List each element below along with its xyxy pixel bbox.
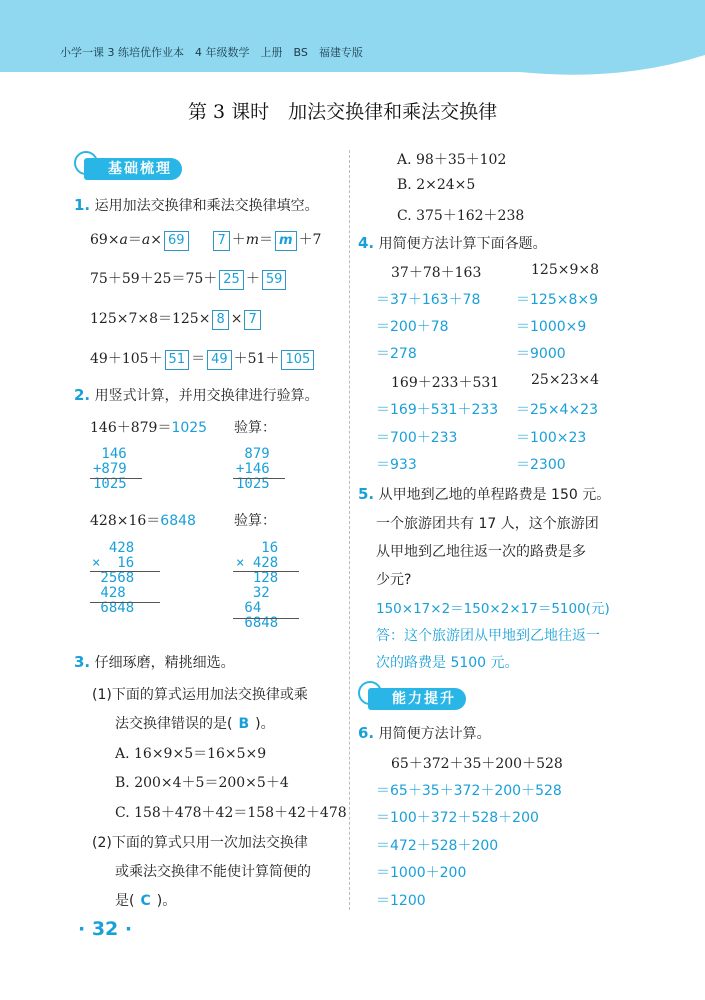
q4b-expr: 125×9×8 <box>531 262 599 278</box>
q1-line4 <box>90 348 316 370</box>
calc-row: 1025 <box>93 476 127 492</box>
q6-step: ＝65＋35＋372＋200＋528 <box>376 783 562 799</box>
option-c: C. 375＋162＋238 <box>397 208 525 224</box>
answer-box: 7 <box>213 231 229 251</box>
q4d-expr: 25×23×4 <box>531 372 599 388</box>
section-badge-advanced: 能力提升 <box>368 688 466 710</box>
calc-row: 428 <box>92 585 126 601</box>
q1-line3 <box>90 308 263 330</box>
q6-text: 用简便方法计算。 <box>378 726 491 742</box>
section-badge-basic: 基础梳理 <box>84 158 182 180</box>
q1-l1i: ＋7 <box>298 232 322 248</box>
q3-text: 仔细琢磨，精挑细选。 <box>94 655 235 671</box>
q1-number: 1. <box>74 196 91 214</box>
q1-l3b: × <box>230 311 243 327</box>
calc-row: 2568 <box>92 570 135 586</box>
q1-text: 运用加法交换律和乘法交换律填空。 <box>94 198 319 214</box>
q1-l1g: m <box>245 232 260 248</box>
calc-row: +879 <box>93 461 127 477</box>
answer-box: 69 <box>164 231 189 251</box>
calc-row: 16 <box>236 540 279 556</box>
q3-p2a: (2)下面的算式只用一次加法交换律 <box>92 835 308 851</box>
check-label: 验算： <box>234 420 276 436</box>
q3-p1-answer: B <box>238 716 250 732</box>
q2-text: 用竖式计算，并用交换律进行验算。 <box>94 388 319 404</box>
calc-row: 879 <box>236 446 270 462</box>
q4c-expr: 169＋233＋531 <box>391 375 500 391</box>
q4a-step: ＝200＋78 <box>376 319 449 335</box>
q3-p2b: 或乘法交换律不能使计算简便的 <box>115 864 311 880</box>
page-title: 第 3 课时 加法交换律和乘法交换律 <box>188 101 498 123</box>
option-a: A. 16×9×5＝16×5×9 <box>115 746 267 762</box>
calc-line <box>90 602 160 603</box>
calc-row: × 16 <box>92 555 135 571</box>
q1-l3a: 125×7×8＝125× <box>90 311 211 327</box>
page-number: · 32 · <box>78 918 133 940</box>
q3-p2d: )。 <box>156 893 177 909</box>
q2-eq1 <box>90 417 207 437</box>
answer-box: 8 <box>212 310 228 330</box>
q1-l1f: ＋ <box>231 232 246 248</box>
q3-p2c: 是( <box>115 893 135 909</box>
calc-row: 6848 <box>92 600 135 616</box>
calc-row: 32 <box>236 585 270 601</box>
q5-answer-text-2: 次的路费是 5100 元。 <box>376 655 519 671</box>
q2-ans2: 6848 <box>160 513 196 529</box>
answer-box: 25 <box>219 270 244 290</box>
q5-number: 5. <box>358 485 375 503</box>
q5-line1-wrap <box>358 484 610 504</box>
q4-number: 4. <box>358 234 375 252</box>
column-divider <box>349 150 350 910</box>
q6-step: ＝1200 <box>376 893 426 909</box>
calc-line <box>233 571 299 572</box>
q3-p1a: (1)下面的算式运用加法交换律或乘 <box>92 687 308 703</box>
q1-l1b: a <box>119 232 128 248</box>
q5-line1: 从甲地到乙地的单程路费是 150 元。 <box>378 487 611 503</box>
q1-l4c: ＋51＋ <box>233 351 280 367</box>
check-calc-1 <box>236 447 270 492</box>
q2-number: 2. <box>74 386 91 404</box>
option-b: B. 200×4＋5＝200×5＋4 <box>115 775 289 791</box>
calc-line <box>233 618 299 619</box>
q5-line4: 少元? <box>376 572 412 588</box>
q4c-step: ＝700＋233 <box>376 430 458 446</box>
q1-l2a: 75＋59＋25＝75＋ <box>90 271 218 287</box>
q1-line2 <box>90 268 288 290</box>
q5-line3: 从甲地到乙地往返一次的路费是多 <box>376 544 586 560</box>
calc-row: 146 <box>93 446 127 462</box>
q1-l1e: × <box>150 232 162 248</box>
answer-box: m <box>275 231 297 251</box>
q3-prompt <box>74 652 235 672</box>
q1-l2b: ＋ <box>245 271 260 287</box>
calc-row: 64 <box>236 600 262 616</box>
q4d-step: ＝25×4×23 <box>516 402 598 418</box>
header-banner <box>0 0 705 80</box>
calc-row: +146 <box>236 461 270 477</box>
q6-step: ＝1000＋200 <box>376 865 467 881</box>
q6-step: ＝472＋528＋200 <box>376 838 499 854</box>
answer-box: 49 <box>207 350 232 370</box>
q2-prompt <box>74 385 319 405</box>
q1-prompt <box>74 195 319 215</box>
calc-line <box>233 478 285 479</box>
q1-l1a: 69× <box>90 232 120 248</box>
q3-p1c: )。 <box>255 716 275 732</box>
q4c-step: ＝933 <box>376 457 417 473</box>
series-info: 小学一课 3 练培优作业本 4 年级数学 上册 BS 福建专版 <box>60 46 363 59</box>
q4b-step: ＝9000 <box>516 346 566 362</box>
q4a-step: ＝37＋163＋78 <box>376 292 481 308</box>
q6-prompt <box>358 723 491 743</box>
vertical-calc-2 <box>92 541 134 616</box>
q1-l1h: ＝ <box>259 232 274 248</box>
q1-l4b: ＝ <box>191 351 206 367</box>
vertical-calc-1 <box>93 447 127 492</box>
option-c: C. 158＋478＋42＝158＋42＋478 <box>115 805 347 821</box>
q4-text: 用简便方法计算下面各题。 <box>378 236 547 252</box>
option-a: A. 98＋35＋102 <box>397 152 507 168</box>
answer-box: 59 <box>262 270 287 290</box>
calc-row: × 428 <box>236 555 279 571</box>
q1-l1d: a <box>141 232 151 248</box>
answer-box: 105 <box>281 350 314 370</box>
q3-p2-answer: C <box>140 893 151 909</box>
q3-p1b-line <box>115 713 275 733</box>
q3-number: 3. <box>74 653 91 671</box>
q6-expr: 65＋372＋35＋200＋528 <box>391 756 563 772</box>
q4a-expr: 37＋78＋163 <box>391 265 482 281</box>
q5-answer-text: 答：这个旅游团从甲地到乙地往返一 <box>376 628 600 644</box>
q4a-step: ＝278 <box>376 346 417 362</box>
q6-number: 6. <box>358 724 375 742</box>
q5-answer-calc: 150×17×2＝150×2×17＝5100(元) <box>376 601 610 617</box>
q4b-step: ＝1000×9 <box>516 319 587 335</box>
option-b: B. 2×24×5 <box>397 177 476 193</box>
calc-row: 6848 <box>236 615 279 631</box>
q3-p2c-line <box>115 890 176 910</box>
answer-box: 7 <box>244 310 260 330</box>
check-label: 验算： <box>234 513 276 529</box>
calc-line <box>90 478 142 479</box>
calc-line <box>90 571 160 572</box>
q4c-step: ＝169＋531＋233 <box>376 402 499 418</box>
q1-l4a: 49＋105＋ <box>90 351 163 367</box>
q4d-step: ＝2300 <box>516 457 566 473</box>
q2-eq1-text: 146＋879＝ <box>90 420 172 436</box>
q5-line2: 一个旅游团共有 17 人，这个旅游团 <box>376 516 599 532</box>
q4-prompt <box>358 233 547 253</box>
q4b-step: ＝125×8×9 <box>516 292 598 308</box>
calc-row: 428 <box>92 540 135 556</box>
q3-p1b: 法交换律错误的是( <box>115 716 233 732</box>
q1-line1 <box>90 229 321 251</box>
q6-step: ＝100＋372＋528＋200 <box>376 810 539 826</box>
q2-ans1: 1025 <box>171 420 208 436</box>
calc-row: 1025 <box>236 476 270 492</box>
calc-row: 128 <box>236 570 279 586</box>
q2-eq2-text: 428×16＝ <box>90 513 161 529</box>
answer-box: 51 <box>165 350 190 370</box>
q2-eq2 <box>90 510 196 530</box>
q4d-step: ＝100×23 <box>516 430 587 446</box>
q1-l1c: ＝ <box>127 232 142 248</box>
